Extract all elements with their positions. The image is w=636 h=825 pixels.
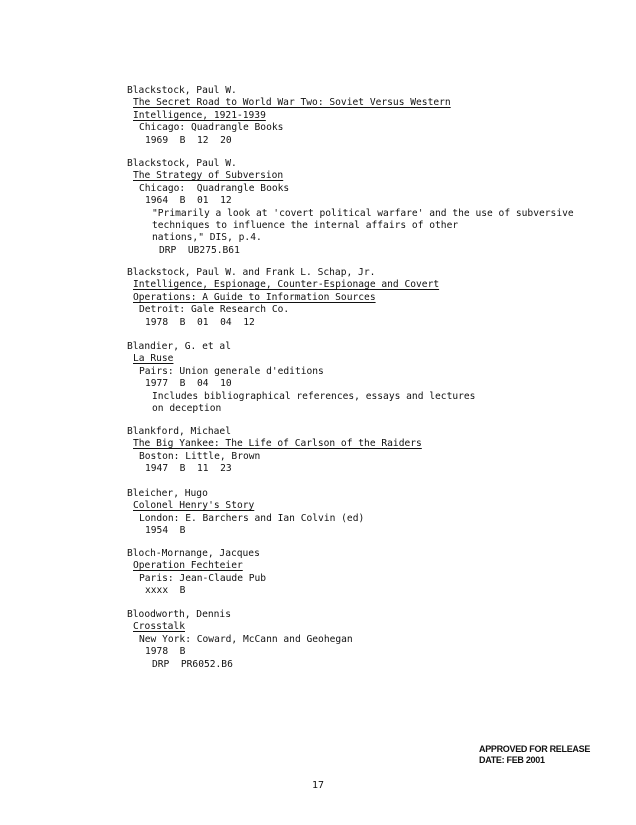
entry-author: Blackstock, Paul W. bbox=[127, 158, 237, 169]
bibliography-entry bbox=[127, 548, 617, 598]
entry-imprint: London: E. Barchers and Ian Colvin (ed) bbox=[139, 512, 365, 524]
entry-author: Bloodworth, Dennis bbox=[127, 609, 231, 620]
bibliography-entry bbox=[127, 85, 617, 147]
entry-author: Bloch-Mornange, Jacques bbox=[127, 548, 260, 559]
entry-info: 1969 B 12 20 bbox=[145, 134, 232, 146]
entry-title: Colonel Henry's Story bbox=[133, 500, 255, 512]
entry-imprint: New York: Coward, McCann and Geohegan bbox=[139, 633, 353, 645]
bibliography-entry bbox=[127, 488, 617, 538]
entry-author: Blackstock, Paul W. bbox=[127, 85, 237, 96]
entry-info: xxxx B bbox=[145, 585, 186, 597]
entry-title: La Ruse bbox=[133, 353, 174, 365]
entry-author: Blankford, Michael bbox=[127, 426, 231, 437]
entry-author: Blandier, G. et al bbox=[127, 341, 231, 352]
entry-imprint: Paris: Jean-Claude Pub bbox=[139, 572, 267, 584]
entry-info: 1978 B 01 04 12 bbox=[145, 316, 255, 328]
release-stamp-date: DATE: FEB 2001 bbox=[479, 755, 545, 765]
entry-note: "Primarily a look at 'covert political warfare' and the use of subversive bbox=[152, 207, 574, 219]
release-stamp-line: APPROVED FOR RELEASE bbox=[479, 744, 591, 754]
entry-call-number: DRP UB275.B61 bbox=[159, 244, 240, 256]
entry-info: 1977 B 04 10 bbox=[145, 378, 232, 390]
entry-info: 1964 B 01 12 bbox=[145, 195, 232, 207]
bibliography-entry bbox=[127, 426, 617, 476]
bibliography-entry bbox=[127, 267, 617, 329]
entry-imprint: Chicago: Quadrangle Books bbox=[139, 122, 284, 134]
entry-title: Intelligence, Espionage, Counter-Espionage and Covert bbox=[133, 279, 440, 291]
entry-info: 1978 B bbox=[145, 646, 186, 658]
entry-call-number: DRP PR6052.B6 bbox=[152, 658, 233, 670]
entry-info: 1947 B 11 23 bbox=[145, 463, 232, 475]
entry-imprint: Detroit: Gale Research Co. bbox=[139, 304, 290, 316]
entry-title: Intelligence, 1921-1939 bbox=[133, 109, 266, 121]
entry-title: Operation Fechteier bbox=[133, 560, 243, 572]
entry-author: Blackstock, Paul W. and Frank L. Schap, Jr. bbox=[127, 267, 376, 278]
entry-imprint: Chicago: Quadrangle Books bbox=[139, 182, 290, 194]
entry-note: techniques to influence the internal affairs of other bbox=[152, 220, 459, 232]
entry-title: The Secret Road to World War Two: Soviet Versus Western bbox=[133, 97, 451, 109]
page-number: 17 bbox=[311, 780, 325, 791]
release-stamp bbox=[479, 744, 590, 766]
entry-note: Includes bibliographical references, essays and lectures bbox=[152, 390, 476, 402]
bibliography-entry bbox=[127, 341, 617, 415]
entry-title: Crosstalk bbox=[133, 621, 185, 633]
bibliography-entry bbox=[127, 609, 617, 671]
bibliography-entry bbox=[127, 158, 617, 257]
entry-title: The Big Yankee: The Life of Carlson of the Raiders bbox=[133, 438, 422, 450]
entry-title: The Strategy of Subversion bbox=[133, 170, 284, 182]
entry-note: nations," DIS, p.4. bbox=[152, 232, 262, 244]
entry-title: Operations: A Guide to Information Sources bbox=[133, 291, 376, 303]
entry-note: on deception bbox=[152, 403, 222, 415]
entry-imprint: Pairs: Union generale d'editions bbox=[139, 365, 324, 377]
entry-imprint: Boston: Little, Brown bbox=[139, 450, 261, 462]
entry-author: Bleicher, Hugo bbox=[127, 488, 208, 499]
entry-info: 1954 B bbox=[145, 525, 186, 537]
